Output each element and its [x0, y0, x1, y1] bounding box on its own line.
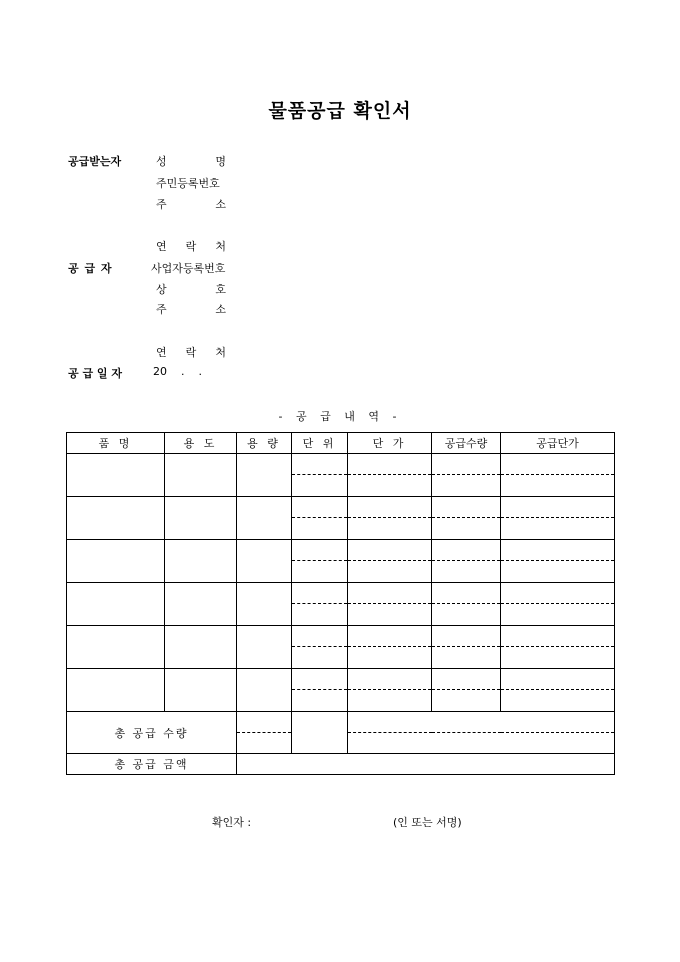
item-unit-cell[interactable]: [292, 540, 348, 561]
column-header: 품 명: [67, 433, 165, 454]
item-purpose-cell[interactable]: [165, 540, 237, 583]
supplier-label: 공 급 자: [68, 262, 113, 275]
total-quantity-cell-lower[interactable]: [237, 733, 292, 754]
item-row: [67, 583, 615, 604]
item-unit-price-cell[interactable]: [348, 583, 432, 604]
item-row: [67, 626, 615, 647]
item-purpose-cell[interactable]: [165, 497, 237, 540]
item-supply-qty-cell[interactable]: [432, 454, 501, 475]
item-supply-qty-cell[interactable]: [432, 583, 501, 604]
total-quantity-cell[interactable]: [237, 712, 292, 733]
field-char: 상: [156, 283, 167, 296]
item-supply-qty-cell-lower[interactable]: [432, 647, 501, 669]
item-supply-qty-cell-lower[interactable]: [432, 690, 501, 712]
field-char: 주: [156, 303, 167, 316]
item-row: [67, 540, 615, 561]
item-supply-price-cell[interactable]: [501, 454, 615, 475]
field-char: 성: [156, 155, 167, 168]
confirmer-label: 확인자 :: [212, 816, 252, 829]
item-unit-price-cell-lower[interactable]: [348, 518, 432, 540]
item-capacity-cell[interactable]: [237, 583, 292, 626]
field-char: 락: [185, 346, 197, 359]
supplier-company-label: [156, 281, 226, 297]
item-unit-cell[interactable]: [292, 454, 348, 475]
column-header: 용 도: [165, 433, 237, 454]
supplier-contact-label: [156, 344, 226, 360]
item-supply-qty-cell[interactable]: [432, 626, 501, 647]
item-supply-qty-cell-lower[interactable]: [432, 475, 501, 497]
item-unit-cell-lower[interactable]: [292, 690, 348, 712]
column-header: 단 위: [292, 433, 348, 454]
item-row: [67, 454, 615, 475]
item-unit-price-cell[interactable]: [348, 454, 432, 475]
item-supply-price-cell[interactable]: [501, 583, 615, 604]
item-unit-price-cell[interactable]: [348, 497, 432, 518]
receiver-id-label: 주민등록번호: [156, 177, 220, 190]
item-unit-price-cell[interactable]: [348, 626, 432, 647]
total-amount-row: [67, 754, 615, 775]
item-unit-price-cell[interactable]: [348, 669, 432, 690]
item-unit-cell-lower[interactable]: [292, 604, 348, 626]
item-supply-price-cell-lower[interactable]: [501, 604, 615, 626]
total-quantity-row: [67, 712, 615, 733]
item-name-cell[interactable]: [67, 626, 165, 669]
item-supply-price-cell-lower[interactable]: [501, 518, 615, 540]
item-name-cell[interactable]: [67, 497, 165, 540]
receiver-address-label: [156, 196, 226, 212]
supplier-bizno-label: 사업자등록번호: [151, 262, 226, 275]
supply-date-label: 공 급 일 자: [68, 367, 122, 380]
item-unit-price-cell[interactable]: [348, 540, 432, 561]
receiver-name-label: [156, 153, 226, 169]
item-supply-qty-cell[interactable]: [432, 540, 501, 561]
field-char: 소: [215, 303, 226, 316]
field-char: 락: [185, 240, 197, 253]
item-supply-qty-cell[interactable]: [432, 669, 501, 690]
total-amount-value-cell[interactable]: [237, 754, 615, 775]
item-supply-price-cell-lower[interactable]: [501, 690, 615, 712]
column-header: 용 량: [237, 433, 292, 454]
supply-date-value: 20 . .: [153, 365, 202, 378]
item-supply-qty-cell[interactable]: [432, 497, 501, 518]
item-row: [67, 669, 615, 690]
table-header-row: [67, 433, 615, 454]
item-name-cell[interactable]: [67, 454, 165, 497]
field-char: 소: [215, 198, 226, 211]
supplier-address-label: [156, 301, 226, 317]
item-capacity-cell[interactable]: [237, 454, 292, 497]
document-title: 물품공급 확인서: [268, 100, 412, 122]
field-char: 명: [215, 155, 226, 168]
field-char: 연: [156, 240, 167, 253]
item-unit-cell-lower[interactable]: [292, 647, 348, 669]
item-purpose-cell[interactable]: [165, 669, 237, 712]
section-title: - 공 급 내 역 -: [278, 410, 402, 423]
column-header: 공급단가: [501, 433, 615, 454]
item-row: [67, 497, 615, 518]
item-capacity-cell[interactable]: [237, 626, 292, 669]
column-header: 공급수량: [432, 433, 501, 454]
item-supply-qty-cell-lower[interactable]: [432, 518, 501, 540]
item-unit-price-cell-lower[interactable]: [348, 690, 432, 712]
signature-note: (인 또는 서명): [393, 816, 462, 829]
item-purpose-cell[interactable]: [165, 583, 237, 626]
column-header: 단 가: [348, 433, 432, 454]
receiver-label: 공급받는자: [68, 155, 122, 168]
item-unit-cell-lower[interactable]: [292, 475, 348, 497]
total-quantity-label: 총 공급 수량: [67, 712, 237, 754]
item-unit-cell[interactable]: [292, 497, 348, 518]
item-unit-price-cell-lower[interactable]: [348, 604, 432, 626]
item-supply-price-cell-lower[interactable]: [501, 561, 615, 583]
item-supply-price-cell[interactable]: [501, 626, 615, 647]
total-amount-label: 총 공급 금액: [67, 754, 237, 775]
item-unit-cell-lower[interactable]: [292, 518, 348, 540]
item-purpose-cell[interactable]: [165, 454, 237, 497]
field-char: 처: [215, 240, 226, 253]
item-unit-cell[interactable]: [292, 669, 348, 690]
item-capacity-cell[interactable]: [237, 497, 292, 540]
item-unit-price-cell-lower[interactable]: [348, 561, 432, 583]
field-char: 주: [156, 198, 167, 211]
item-unit-price-cell-lower[interactable]: [348, 475, 432, 497]
item-supply-price-cell[interactable]: [501, 540, 615, 561]
item-supply-price-cell-lower[interactable]: [501, 475, 615, 497]
item-supply-price-cell[interactable]: [501, 669, 615, 690]
supply-details-table: [66, 432, 615, 775]
item-supply-qty-cell-lower[interactable]: [432, 604, 501, 626]
item-unit-cell[interactable]: [292, 583, 348, 604]
item-name-cell[interactable]: [67, 669, 165, 712]
item-supply-qty-cell-lower[interactable]: [432, 561, 501, 583]
item-unit-cell[interactable]: [292, 626, 348, 647]
field-char: 처: [215, 346, 226, 359]
item-supply-price-cell-lower[interactable]: [501, 647, 615, 669]
item-unit-cell-lower[interactable]: [292, 561, 348, 583]
receiver-contact-label: [156, 238, 226, 254]
item-name-cell[interactable]: [67, 540, 165, 583]
item-capacity-cell[interactable]: [237, 669, 292, 712]
total-quantity-value-cell[interactable]: [348, 712, 615, 733]
total-quantity-value-cell-lower[interactable]: [348, 733, 615, 754]
item-purpose-cell[interactable]: [165, 626, 237, 669]
item-unit-price-cell-lower[interactable]: [348, 647, 432, 669]
item-name-cell[interactable]: [67, 583, 165, 626]
total-unit-cell[interactable]: [292, 712, 348, 754]
field-char: 호: [215, 283, 226, 296]
item-capacity-cell[interactable]: [237, 540, 292, 583]
item-supply-price-cell[interactable]: [501, 497, 615, 518]
field-char: 연: [156, 346, 167, 359]
